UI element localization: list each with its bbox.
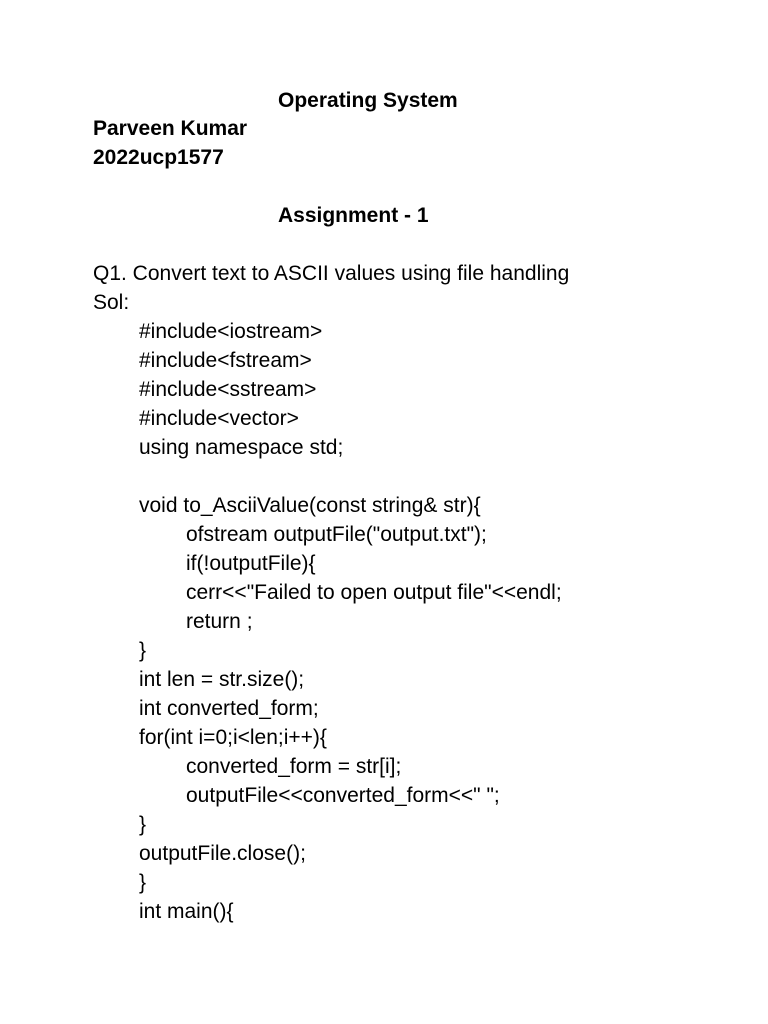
code-line: int len = str.size();	[139, 668, 305, 691]
code-line: #include<iostream>	[139, 320, 323, 343]
student-name: Parveen Kumar	[93, 117, 248, 140]
code-line: int converted_form;	[139, 697, 319, 720]
code-line: outputFile.close();	[139, 842, 306, 865]
code-line: outputFile<<converted_form<<" ";	[186, 784, 500, 807]
assignment-title: Assignment - 1	[278, 204, 429, 227]
code-line: if(!outputFile){	[186, 552, 316, 575]
code-line: ofstream outputFile("output.txt");	[186, 523, 487, 546]
code-line: converted_form = str[i];	[186, 755, 402, 778]
code-line: #include<vector>	[139, 407, 299, 430]
code-line: }	[139, 813, 147, 836]
code-line: for(int i=0;i<len;i++){	[139, 726, 327, 749]
code-line: }	[139, 871, 147, 894]
code-line: #include<sstream>	[139, 378, 317, 401]
code-line: #include<fstream>	[139, 349, 312, 372]
course-title: Operating System	[278, 89, 458, 112]
code-line: cerr<<"Failed to open output file"<<endl;	[186, 581, 562, 604]
question-text: Q1. Convert text to ASCII values using file handling	[93, 262, 570, 285]
code-line: void to_AsciiValue(const string& str){	[139, 494, 481, 517]
code-line: int main(){	[139, 900, 234, 923]
student-id: 2022ucp1577	[93, 146, 224, 169]
code-line: return ;	[186, 610, 253, 633]
solution-label: Sol:	[93, 291, 130, 314]
code-line: }	[139, 639, 147, 662]
code-line: using namespace std;	[139, 436, 344, 459]
